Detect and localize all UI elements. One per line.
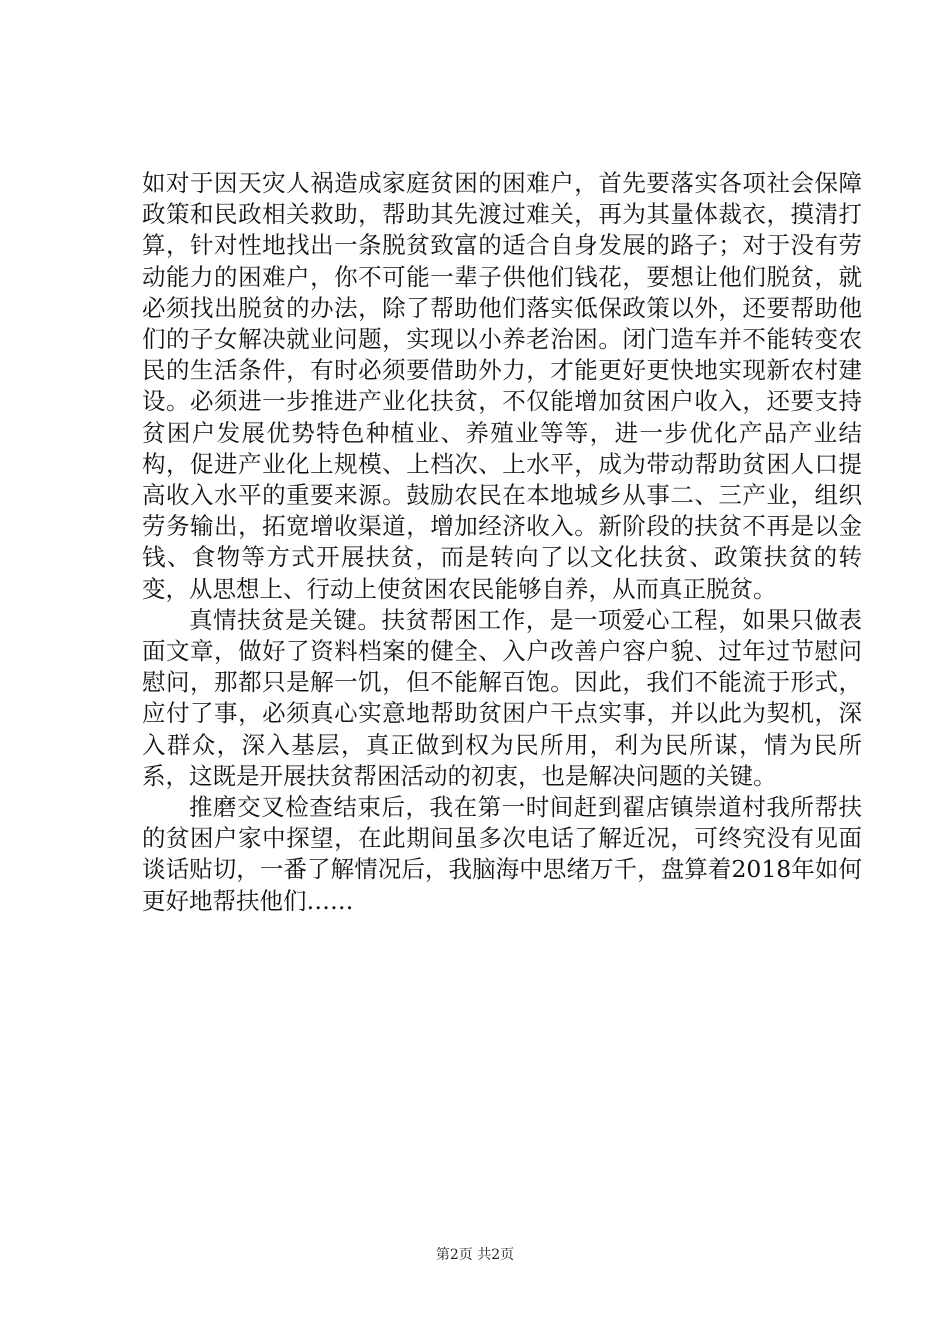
document-body — [142, 168, 862, 917]
page-footer: 第2页 共2页 — [435, 1247, 515, 1263]
paragraph-3: 推磨交叉检查结束后，我在第一时间赶到翟店镇崇道村我所帮扶的贫困户家中探望，在此期间虽多次电话了解近况，可终究没有见面谈话贴切，一番了解情况后，我脑海中思绪万千，盘算着2018年如何更好地帮扶他们…… — [142, 793, 862, 915]
paragraph-1: 如对于因天灾人祸造成家庭贫困的困难户，首先要落实各项社会保障政策和民政相关救助，帮助其先渡过难关，再为其量体裁衣，摸清打算，针对性地找出一条脱贫致富的适合自身发展的路子；对于没有劳动能力的困难户，你不可能一辈子供他们钱花，要想让他们脱贫，就必须找出脱贫的办法，除了帮助他们落实低保政策以外，还要帮助他们的子女解决就业问题，实现以小养老治困。闭门造车并不能转变农民的生活条件，有时必须要借助外力，才能更好更快地实现新农村建设。必须进一步推进产业化扶贫，不仅能增加贫困户收入，还要支持贫困户发展优势特色种植业、养殖业等等，进一步优化产品产业结构，促进产业化上规模、上档次、上水平，成为带动帮助贫困人口提高收入水平的重要来源。鼓励农民在本地城乡从事二、三产业，组织劳务输出，拓宽增收渠道，增加经济收入。新阶段的扶贫不再是以金钱、食物等方式开展扶贫，而是转向了以文化扶贫、政策扶贫的转变，从思想上、行动上使贫困农民能够自养，从而真正脱贫。 — [142, 169, 862, 603]
paragraph-2: 真情扶贫是关键。扶贫帮困工作，是一项爱心工程，如果只做表面文章，做好了资料档案的健全、入户改善户容户貌、过年过节慰问慰问，那都只是解一饥，但不能解百饱。因此，我们不能流于形式，应付了事，必须真心实意地帮助贫困户干点实事，并以此为契机，深入群众，深入基层，真正做到权为民所用，利为民所谋，情为民所系，这既是开展扶贫帮困活动的初衷，也是解决问题的关键。 — [142, 605, 862, 790]
